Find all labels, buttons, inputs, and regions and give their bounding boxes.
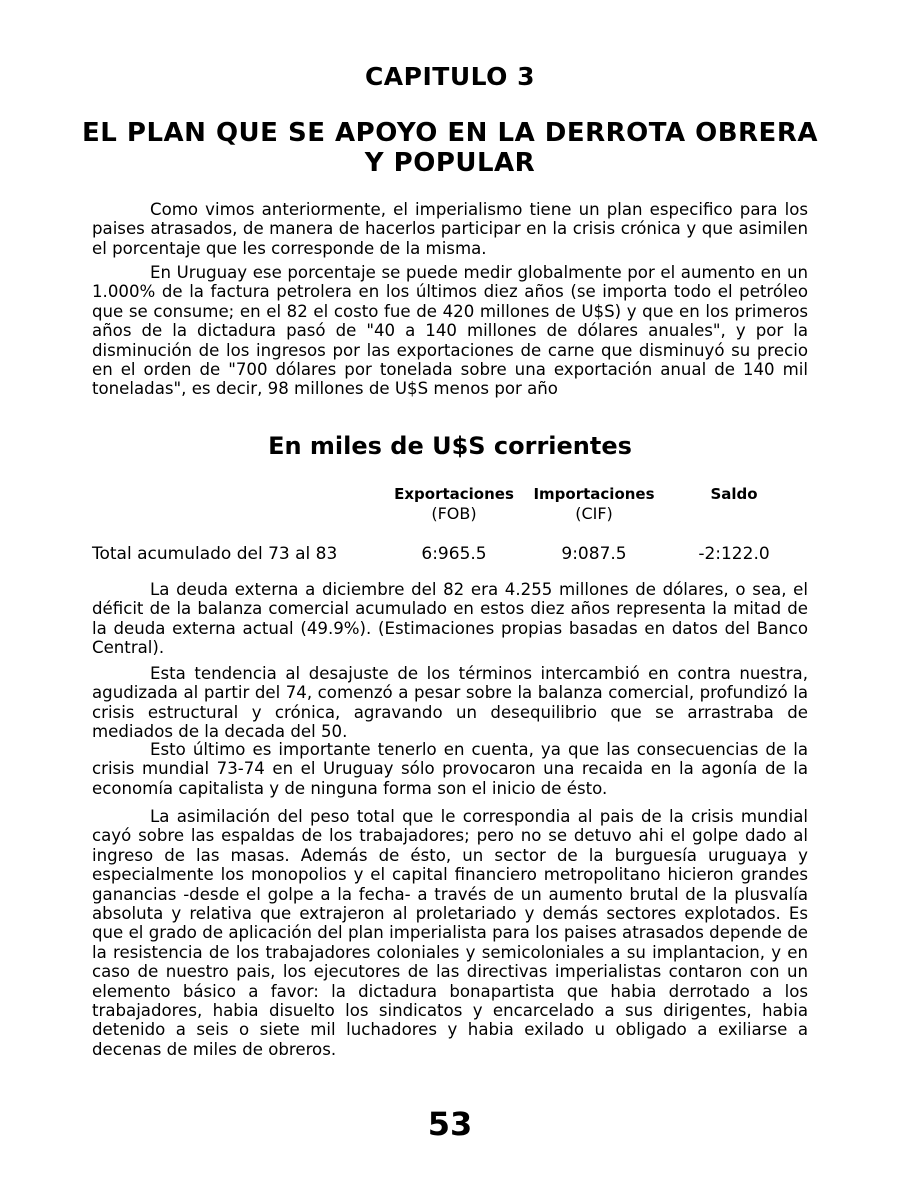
column-header-exportaciones-sub: (FOB)	[431, 504, 477, 523]
column-header-saldo	[654, 484, 814, 504]
cell-saldo: -2:122.0	[698, 544, 770, 564]
paragraph-2-text: En Uruguay ese porcentaje se puede medir globalmente por el aumento en un 1.000% de la factura petrolera en los últimos diez años (se importa todo el petróleo que se consume; en el 82 el costo fue de 420 millones de U$S) y que en los primeros años de la dictadura pasó de "40 a 140 millones de dólares anuales", y por la disminución de los ingresos por las exportaciones de carne que disminuyó su precio en el orden de "700 dólares por tonelada sobre una exportación anual de 140 mil toneladas", es decir, 98 millones de U$S menos por año	[92, 263, 808, 399]
table-heading: En miles de U$S corrientes	[268, 432, 632, 460]
cell-importaciones: 9:087.5	[561, 544, 627, 564]
paragraph-6-text: La asimilación del peso total que le correspondia al pais de la crisis mundial cayó sobre las espaldas de los trabajadores; pero no se detuvo ahi el golpe dado al ingreso de las masas. Además de ésto, un sector de la burguesía uruguaya y especialmente los monopolios y el capital financiero metropolitano hicieron grandes ganancias -desde el golpe a la fecha- a través de un aumento brutal de la plusvalía absoluta y relativa que extrajeron al proletariado y demás sectores explotados. Es que el grado de aplicación del plan imperialista para los paises atrasados depende de la resistencia de los trabajadores coloniales y semicoloniales a su implantacion, y en caso de nuestro pais, los ejecutores de las directivas imperialistas contaron con un elemento básico a favor: la dictadura bonapartista que habia derrotado a los trabajadores, habia disuelto los sindicatos y encarcelado a sus dirigentes, habia detenido a seis o siete mil luchadores y habia exilado u obligado a exiliarse a decenas de miles de obreros.	[92, 807, 808, 1059]
paragraph-4	[92, 664, 808, 742]
cell-exportaciones: 6:965.5	[421, 544, 487, 564]
table-row-label: Total acumulado del 73 al 83	[92, 544, 338, 564]
page-number: 53	[427, 1105, 473, 1143]
column-header-importaciones-sub: (CIF)	[575, 504, 613, 523]
chapter-title	[60, 118, 840, 178]
chapter-title-line-2: Y POPULAR	[364, 148, 536, 178]
paragraph-6	[92, 807, 808, 1059]
column-header-importaciones-label: Importaciones	[533, 485, 655, 503]
chapter-heading: CAPITULO 3	[364, 62, 536, 91]
paragraph-2	[92, 263, 808, 399]
paragraph-4-text: Esta tendencia al desajuste de los términos intercambió en contra nuestra, agudizada al partir del 74, comenzó a pesar sobre la balanza comercial, profundizó la crisis estructural y crónica, agravando un desequilibrio que se arrastraba de mediados de la decada del 50.	[92, 664, 808, 742]
paragraph-3	[92, 580, 808, 658]
column-header-exportaciones	[374, 484, 534, 524]
column-header-exportaciones-label: Exportaciones	[394, 485, 514, 503]
paragraph-1-text: Como vimos anteriormente, el imperialismo tiene un plan especifico para los paises atrasados, de manera de hacerlos participar en la crisis crónica y que asimilen el porcentaje que les corresponde de la misma.	[92, 200, 808, 258]
paragraph-5	[92, 740, 808, 798]
paragraph-1	[92, 200, 808, 258]
column-header-saldo-label: Saldo	[710, 485, 758, 503]
column-header-importaciones	[514, 484, 674, 524]
chapter-title-line-1: EL PLAN QUE SE APOYO EN LA DERROTA OBRERA	[82, 118, 818, 148]
paragraph-3-text: La deuda externa a diciembre del 82 era 4.255 millones de dólares, o sea, el déficit de la balanza comercial acumulado en estos diez años representa la mitad de la deuda externa actual (49.9%). (Estimaciones propias basadas en datos del Banco Central).	[92, 580, 808, 658]
paragraph-5-text: Esto último es importante tenerlo en cuenta, ya que las consecuencias de la crisis mundial 73-74 en el Uruguay sólo provocaron una recaida en la agonía de la economía capitalista y de ninguna forma son el inicio de ésto.	[92, 740, 808, 798]
